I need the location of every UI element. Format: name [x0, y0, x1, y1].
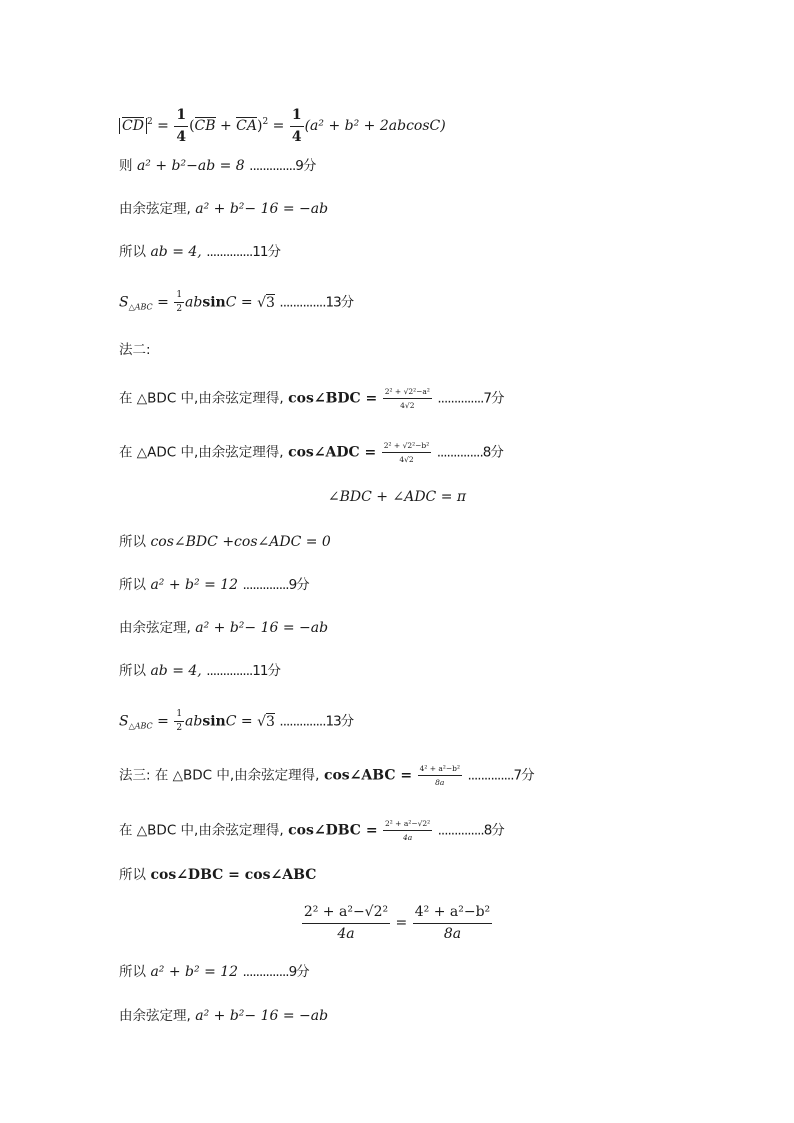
- ab-equals-4-line-2: 所以 ab = 4, ..............11分: [119, 663, 280, 679]
- quarter-fraction-2: $\frac{1}{4}$: [291, 107, 302, 145]
- quarter-fraction-1: $\frac{1}{4}$: [176, 107, 187, 145]
- cos-sum-zero-line: 所以 cos∠BDC +cos∠ADC = 0: [119, 534, 331, 550]
- cos-abc-line: 法三: 在 △BDC 中,由余弦定理得, cos∠ABC = $\frac{\text{4² + a²−b²}}{8a}$ ..............7分: [119, 764, 534, 787]
- cosine-law-line-2: 由余弦定理, a² + b²− 16 = −ab: [119, 620, 329, 636]
- cos-adc-fraction: $\frac{\text{2² + √2²−b²}}{4√2}$: [383, 441, 430, 464]
- fraction-equation: $\frac{\text{2² + a²−√2²}}{4a}$ = $\frac{\text{4² + a²−b²}}{8a}$: [303, 904, 491, 942]
- cos-equal-line: 所以 cos∠DBC = cos∠ABC: [119, 867, 317, 883]
- cosine-law-line-1: 由余弦定理, a² + b²− 16 = −ab: [119, 201, 329, 217]
- cos-adc-line: 在 △ADC 中,由余弦定理得, cos∠ADC = $\frac{\text{2² + √2²−b²}}{4√2}$ ..............8分: [119, 441, 503, 464]
- vector-cd-abs: CD: [119, 118, 147, 134]
- cos-dbc-line: 在 △BDC 中,由余弦定理得, cos∠DBC = $\frac{\text{2² + a²−√2²}}{4a}$ ..............8分: [119, 819, 504, 842]
- cos-dbc-fraction: $\frac{\text{2² + a²−√2²}}{4a}$: [385, 819, 431, 842]
- sum-squares-12-line-2: 所以 a² + b² = 12 ..............9分: [119, 964, 309, 980]
- vector-identity-line: CD $^2$ = $\frac{1}{4}$ (CB + CA)$^2$ = $\frac{1}{4}$ (a² + b² + 2abcosC): [119, 106, 446, 146]
- cosine-law-line-3: 由余弦定理, a² + b²− 16 = −ab: [119, 1008, 329, 1024]
- sum-squares-12-line-1: 所以 a² + b² = 12 ..............9分: [119, 577, 309, 593]
- area-line-2: $S_{\triangle ABC}$ = $\frac{1}{2}$ absinC = √ 3 ..............13分: [119, 709, 353, 737]
- equation-line-ab-8: 则 a² + b²−ab = 8 ..............9分: [119, 158, 316, 174]
- left-fraction: $\frac{\text{2² + a²−√2²}}{4a}$: [303, 904, 389, 942]
- cos-bdc-fraction: $\frac{\text{2² + √2²−a²}}{4√2}$: [384, 387, 430, 410]
- angle-sum-equation: ∠BDC + ∠ADC = π: [327, 489, 467, 505]
- cos-abc-fraction: $\frac{\text{4² + a²−b²}}{8a}$: [419, 764, 460, 787]
- method-two-heading: 法二:: [119, 342, 151, 358]
- right-fraction: $\frac{\text{4² + a²−b²}}{8a}$: [414, 904, 491, 942]
- cos-bdc-line: 在 △BDC 中,由余弦定理得, cos∠BDC = $\frac{\text{2² + √2²−a²}}{4√2}$ ..............7分: [119, 387, 504, 410]
- area-line-1: $S_{\triangle ABC}$ = $\frac{1}{2}$ absinC = √ 3 ..............13分: [119, 290, 353, 318]
- ab-equals-4-line-1: 所以 ab = 4, ..............11分: [119, 244, 280, 260]
